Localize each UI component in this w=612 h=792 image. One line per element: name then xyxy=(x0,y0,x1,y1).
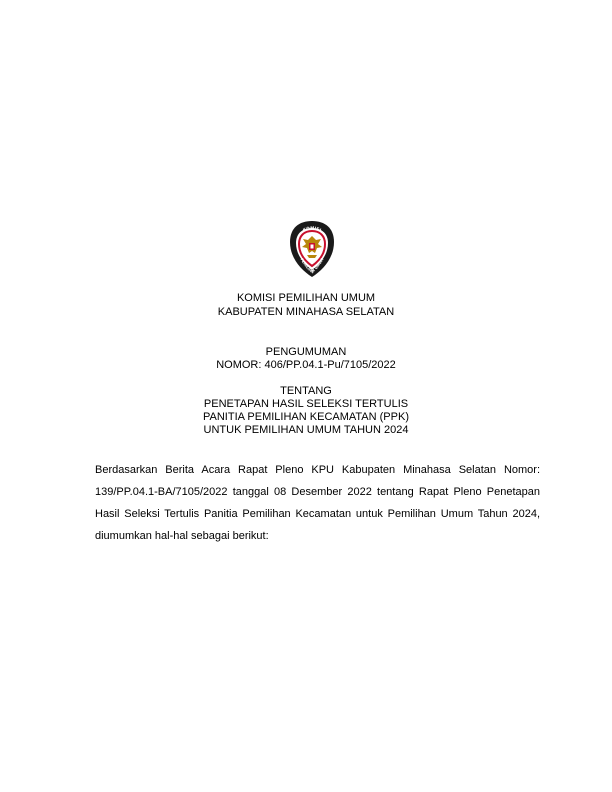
subject-line2: PANITIA PEMILIHAN KECAMATAN (PPK) xyxy=(203,411,409,423)
body-line: Hasil Seleksi Tertulis Panitia Pemilihan Kecamatan untuk Pemilihan Umum Tahun 2024, xyxy=(95,508,540,520)
subject-line1: PENETAPAN HASIL SELEKSI TERTULIS xyxy=(203,398,409,410)
org-name-line2: KABUPATEN MINAHASA SELATAN xyxy=(217,306,395,318)
org-name-line1: KOMISI PEMILIHAN UMUM xyxy=(236,292,376,304)
body-line: 139/PP.04.1-BA/7105/2022 tanggal 08 Desember 2022 tentang Rapat Pleno Penetapan xyxy=(95,486,540,498)
document-number: NOMOR: 406/PP.04.1-Pu/7105/2022 xyxy=(216,359,396,371)
body-line: diumumkan hal-hal sebagai berikut: xyxy=(95,530,269,542)
body-line: Berdasarkan Berita Acara Rapat Pleno KPU Kabupaten Minahasa Selatan Nomor: xyxy=(95,464,540,476)
kpu-logo xyxy=(287,220,337,278)
about-label: TENTANG xyxy=(280,385,332,397)
logo-bottom-text: PEMILIHAN UMUM xyxy=(299,257,325,275)
logo-top-text: KOMISI xyxy=(302,225,323,233)
garuda-emblem-icon xyxy=(287,220,337,278)
body-paragraph xyxy=(95,459,540,542)
subject-line3: UNTUK PEMILIHAN UMUM TAHUN 2024 xyxy=(203,424,409,436)
document-type: PENGUMUMAN xyxy=(265,346,347,358)
